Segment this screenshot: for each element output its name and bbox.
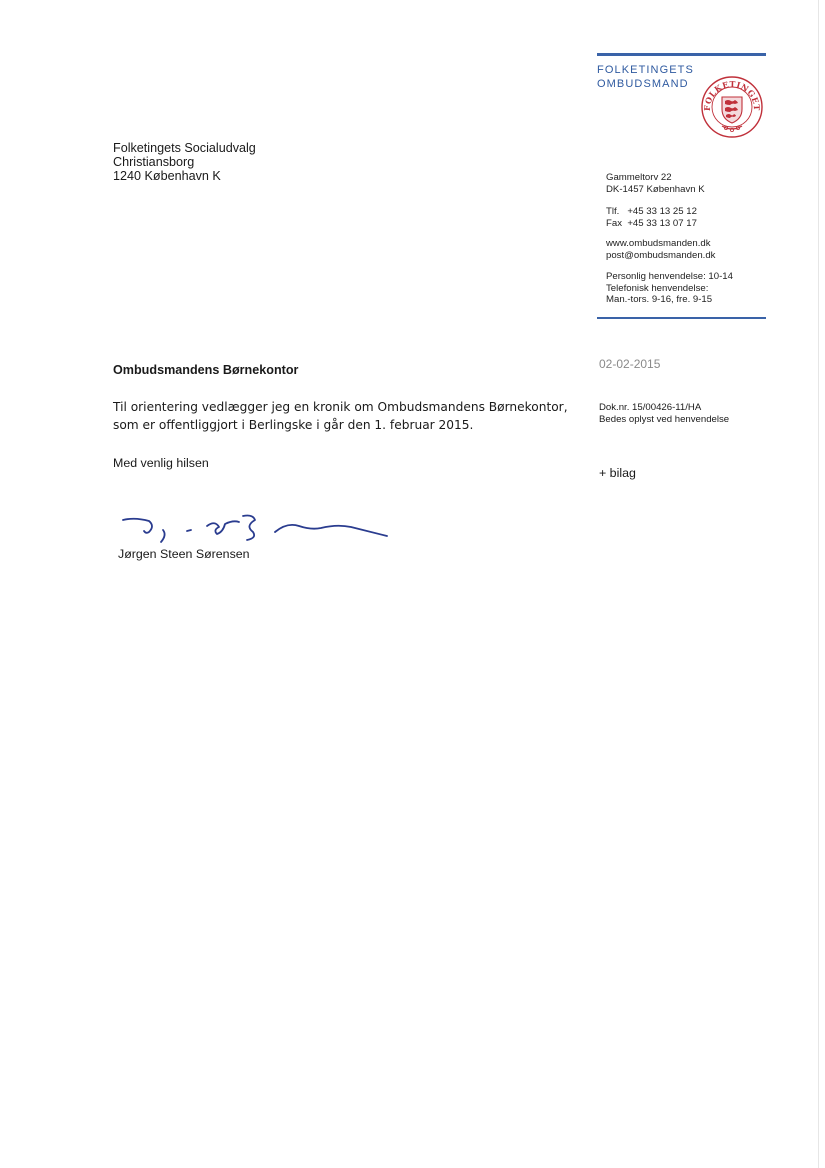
signer-name: Jørgen Steen Sørensen [118, 547, 250, 561]
letter-body-line2: som er offentliggjort i Berlingske i går den 1. februar 2015. [113, 418, 474, 432]
closing-greeting: Med venlig hilsen [113, 456, 209, 470]
sender-street: Gammeltorv 22 [606, 172, 672, 183]
letter-date: 02-02-2015 [599, 357, 661, 371]
sender-fax: Fax +45 33 13 07 17 [606, 217, 697, 229]
sender-email: post@ombudsmanden.dk [606, 249, 716, 261]
recipient-name: Folketingets Socialudvalg [113, 141, 256, 155]
recipient-address [113, 141, 256, 183]
document-reference [599, 402, 729, 425]
letter-subject: Ombudsmandens Børnekontor [113, 363, 299, 377]
sender-hours-personal: Personlig henvendelse: 10-14 [606, 271, 733, 282]
svg-text:FOLKETINGET: FOLKETINGET [701, 78, 763, 112]
letterhead-bottom-rule [597, 317, 766, 319]
recipient-street: Christiansborg [113, 155, 195, 169]
sender-phone: Tlf. +45 33 13 25 12 [606, 206, 697, 217]
handwritten-signature [115, 510, 405, 552]
letter-body [113, 398, 573, 434]
letterhead-top-rule [597, 53, 766, 56]
recipient-city: 1240 København K [113, 169, 221, 183]
document-number: Dok.nr. 15/00426-11/HA [599, 402, 702, 413]
org-name-line1: FOLKETINGETS [597, 64, 694, 76]
sender-website: www.ombudsmanden.dk [606, 238, 711, 249]
sender-web-block [606, 238, 715, 261]
sender-hours-phone-label: Telefonisk henvendelse: [606, 282, 709, 294]
sender-hours-block [606, 271, 733, 306]
sender-address [606, 172, 705, 195]
scan-edge [818, 0, 819, 1168]
sender-hours-phone: Man.-tors. 9-16, fre. 9-15 [606, 294, 713, 305]
sender-city: DK-1457 København K [606, 183, 705, 195]
sender-phone-block [606, 206, 697, 229]
attachment-note: + bilag [599, 466, 636, 480]
org-name-line2: OMBUDSMAND [597, 78, 689, 90]
letter-body-line1: Til orientering vedlægger jeg en kronik om Ombudsmandens Børnekontor, [113, 400, 568, 414]
folketinget-seal-icon [700, 75, 764, 139]
document-note: Bedes oplyst ved henvendelse [599, 413, 730, 425]
